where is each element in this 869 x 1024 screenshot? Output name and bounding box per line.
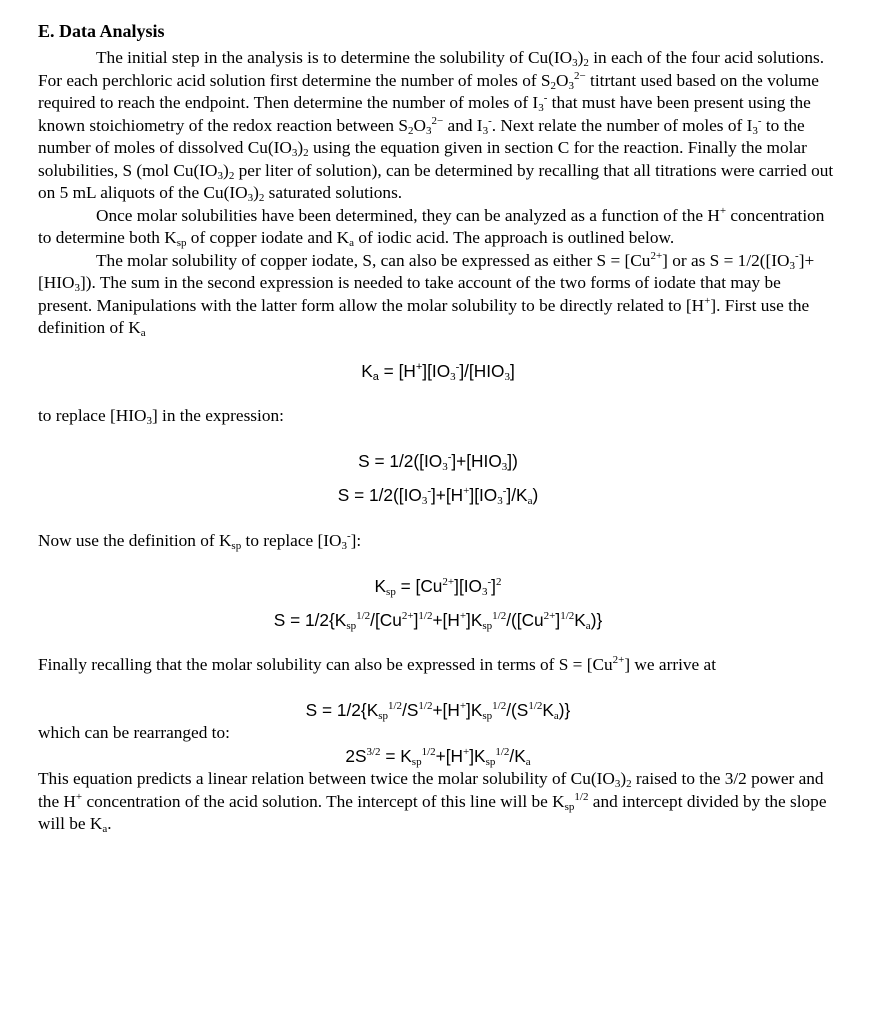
equation-ksp-definition: $K_{sp} = [Cu^{2+}][IO_3^-]^2$ xyxy=(374,576,502,598)
text-finally-recalling: Finally recalling that the molar solubility can also be expressed in terms of $S = [Cu^{2+}]$ we arrive at xyxy=(38,654,716,674)
equation-linear-relation: $2S^{3/2} = K_{sp}^{1/2}+[H^+]K_{sp}^{1/2}/K_a$ xyxy=(345,745,531,768)
equation-solubility-s: $S = 1/2\{K_{sp}^{1/2}/S^{1/2}+[H^+]K_{sp}^{1/2}/(S^{1/2}K_a)\}$ xyxy=(305,699,571,722)
text-use-ksp: Now use the definition of $K_{sp}$ to replace $[IO_3^-]$: xyxy=(38,529,362,552)
section-title: E. Data Analysis xyxy=(38,21,165,41)
equation-solubility-sum: $S = 1/2([IO_3^-]+[HIO_3])$ xyxy=(358,450,518,473)
paragraph-linear-prediction: This equation predicts a linear relation between twice the molar solubility of $Cu(IO_3)_2$ raised to the 3/2 power and the H+ concentration of the acid solution. The intercept of this line will be $K_{sp}^{1/2}$ and intercept divided by the slope will be $K_a$. xyxy=(38,769,827,835)
text-replace-hio3: to replace $[HIO_3]$ in the expression: xyxy=(38,406,284,427)
paragraph-molar-solubilities: Once molar solubilities have been determined, they can be analyzed as a function of the H+ concentration to determine both $K_{sp}$ of copper iodate and $K_a$ of iodic acid. The approach is outlined below. xyxy=(38,204,825,249)
document-page xyxy=(38,20,838,836)
paragraph-copper-iodate: The molar solubility of copper iodate, S, can also be expressed as either $S = [Cu^{2+}]$ or as $S = 1/2([IO_3^-]+[HIO_3])$. The sum in the second expression is needed to take account of the two forms of iodate that may be present. Manipulations with the latter form allow the molar solubility to be directly related to [H+]. First use the definition of $K_a$ xyxy=(38,249,815,339)
equation-ka-definition: $K_a = [H^+][IO_3^-]/[HIO_3]$ xyxy=(361,360,515,383)
equation-solubility-ka: $S = 1/2([IO_3^-]+[H^+][IO_3^-]/K_a)$ xyxy=(337,485,539,507)
equation-solubility-ksp: $S = 1/2\{K_{sp}^{1/2}/[Cu^{2+}]^{1/2}+[H^+]K_{sp}^{1/2}/([Cu^{2+}]^{1/2}K_a)\}$ xyxy=(273,609,603,632)
text-rearranged: which can be rearranged to: xyxy=(38,723,230,742)
paragraph-solubility-steps: The initial step in the analysis is to determine the solubility of $Cu(IO_3)_2$ in each of the four acid solutions. For each perchloric acid solution first determine the number of moles of $S_2O_3^{2-}$ titrtant used based on the volume required to reach the endpoint. Then determine the number of moles of $I_3^-$ that must have been present using the known stoichiometry of the redox reaction between $S_2O_3^{2-}$ and $I_3^-$. Next relate the number of moles of $I_3^-$ to the number of moles of dissolved $Cu(IO_3)_2$ using the equation given in section C for the reaction. Finally the molar solubilities, S (mol $Cu(IO_3)_2$ per liter of solution), can be determined by recalling that all titrations were carried out on 5 mL aliquots of the $Cu(IO_3)_2$ saturated solutions. xyxy=(38,48,834,204)
